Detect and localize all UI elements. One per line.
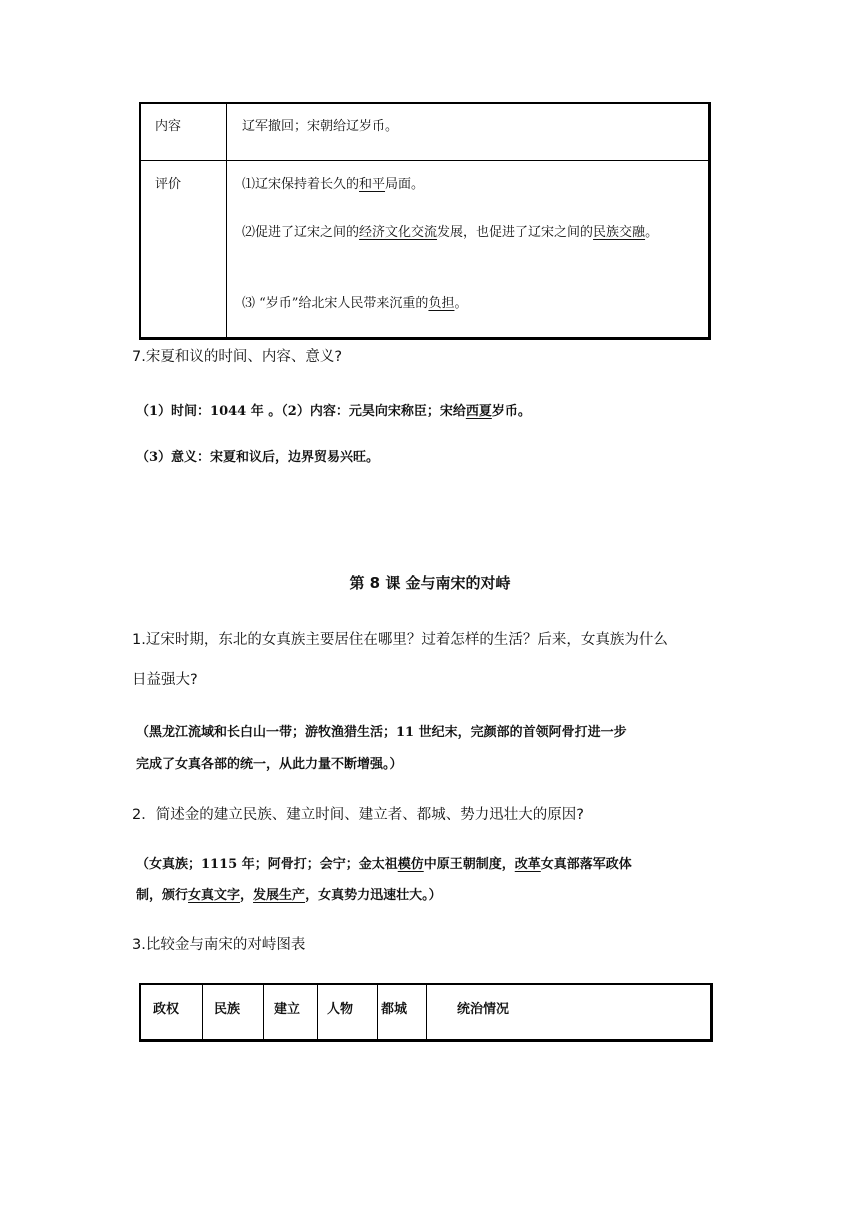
evaluation-item-2: ⑵促进了辽宋之间的经济文化交流发展，也促进了辽宋之间的民族交融。 (242, 225, 659, 240)
evaluation-item-3: ⑶ “岁币”给北宋人民带来沉重的负担。 (242, 296, 468, 311)
row-label-content: 内容 (155, 119, 182, 134)
header-regime: 政权 (153, 1002, 180, 1017)
question-1-line-2: 日益强大? (132, 672, 198, 688)
question-3: 3.比较金与南宋的对峙图表 (132, 937, 306, 953)
header-capital: 都城 (381, 1002, 408, 1017)
liao-song-table (139, 102, 711, 340)
header-founded: 建立 (274, 1002, 301, 1017)
answer-1-line-2: 完成了女真各部的统一，从此力量不断增强。） (136, 757, 403, 772)
answer-7-line-2: （3）意义：宋夏和议后，边界贸易兴旺。 (136, 450, 380, 465)
question-7: 7.宋夏和议的时间、内容、意义? (132, 349, 343, 365)
question-2: 2．简述金的建立民族、建立时间、建立者、都城、势力迅壮大的原因? (132, 807, 584, 823)
jin-song-table (139, 983, 713, 1042)
answer-2-line-1: （女真族；1115 年；阿骨打；会宁；金太祖模仿中原王朝制度，改革女真部落军政体 (136, 857, 632, 872)
row-label-evaluation: 评价 (155, 177, 182, 192)
answer-2-line-2: 制，颁行女真文字，发展生产，女真势力迅速壮大。） (136, 888, 442, 903)
evaluation-item-1: ⑴辽宋保持着长久的和平局面。 (242, 177, 425, 192)
answer-7-line-1: （1）时间：1044 年 。（2）内容：元昊向宋称臣；宋给西夏岁币。 (136, 404, 531, 419)
header-rule: 统治情况 (457, 1002, 510, 1017)
answer-1-line-1: （黑龙江流域和长白山一带；游牧渔猎生活；11 世纪末，完颜部的首领阿骨打进一步 (136, 725, 627, 740)
header-person: 人物 (327, 1002, 354, 1017)
row-value-content: 辽军撤回；宋朝给辽岁币。 (242, 119, 399, 134)
header-ethnicity: 民族 (214, 1002, 241, 1017)
question-1-line-1: 1.辽宋时期，东北的女真族主要居住在哪里？过着怎样的生活？后来，女真族为什么 (132, 632, 668, 648)
lesson-title: 第 8 课 金与南宋的对峙 (349, 574, 511, 592)
